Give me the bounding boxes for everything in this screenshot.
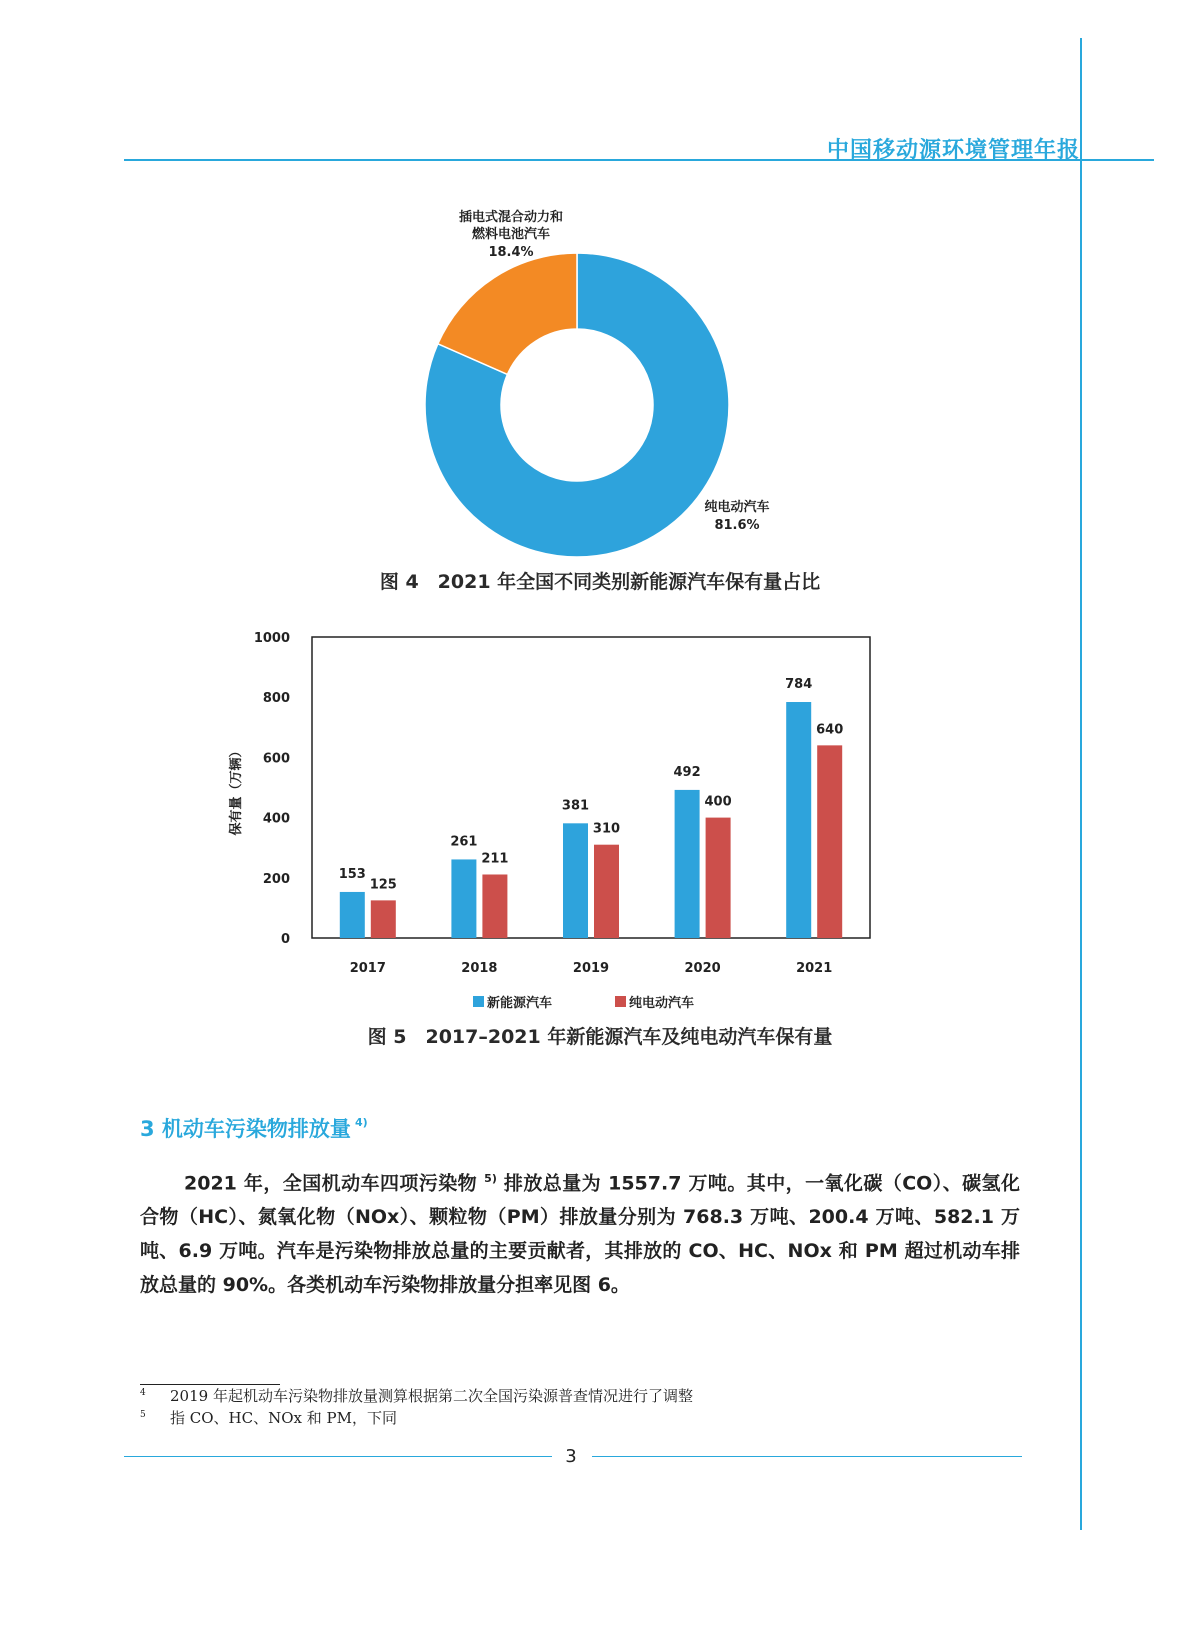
legend-swatch [473, 996, 484, 1007]
paragraph-part1: 2021 年，全国机动车四项污染物 [184, 1172, 485, 1195]
right-margin-rule [1080, 38, 1082, 1530]
y-tick-label: 800 [262, 691, 290, 707]
bar-nev [563, 823, 588, 938]
x-tick-label: 2020 [684, 961, 721, 976]
y-tick-label: 600 [262, 751, 290, 767]
figure4-caption: 图 4 2021 年全国不同类别新能源汽车保有量占比 [379, 571, 821, 593]
page-number: 3 [565, 1446, 577, 1467]
y-tick-label: 200 [262, 871, 290, 887]
bar-legend [473, 995, 694, 1011]
bar-value-label: 211 [481, 851, 509, 867]
section-heading-note: 4) [354, 1116, 368, 1129]
footnote-5 [140, 1407, 397, 1428]
bar-bev [817, 745, 842, 938]
y-tick-label: 400 [262, 811, 290, 827]
footnote-4 [140, 1385, 693, 1406]
x-tick-label: 2018 [461, 961, 498, 976]
section-paragraph [140, 1162, 1020, 1302]
section-heading [140, 1113, 368, 1143]
footer-rule-right [592, 1456, 1022, 1457]
legend-swatch [615, 996, 626, 1007]
bar-value-label: 784 [785, 677, 813, 693]
bar-bev [371, 900, 396, 938]
x-tick-label: 2021 [796, 961, 833, 976]
slice-percent-phev: 18.4% [488, 245, 534, 260]
slice-label-bev: 纯电动汽车 [704, 500, 770, 515]
bar-bev [482, 874, 507, 938]
bar-nev [340, 892, 365, 938]
bar-value-label: 381 [561, 798, 590, 814]
slice-label-phev-line1: 插电式混合动力和 [458, 210, 564, 225]
x-tick-label: 2019 [572, 961, 610, 976]
bar-nev [451, 859, 476, 938]
report-title: 中国移动源环境管理年报 [826, 138, 1080, 163]
footnote-5-text: 指 CO、HC、NOx 和 PM，下同 [170, 1409, 397, 1427]
bar-value-label: 492 [673, 764, 701, 780]
paragraph-part2: 排放总量为 1557.7 万吨。其中，一氧化碳（CO）、碳氢化合物（HC）、氮氧化物（NOx）、颗粒物（PM）排放量分别为 768.3 万吨、200.4 万吨、582.1 万吨、6.9 万吨。汽车是污染物排放总量的主要贡献者，其排放的 CO、HC、NOx 和 PM 超过机动车排放总量的 90%。各类机动车污染物排放量分担率见图 6。 [140, 1172, 1020, 1297]
bar-nev [786, 702, 811, 938]
bar-value-label: 400 [704, 794, 732, 810]
y-axis-label: 保有量（万辆） [229, 744, 244, 836]
donut-slices [425, 253, 729, 557]
bar-value-label: 153 [338, 866, 366, 882]
figure4-donut-chart [380, 195, 820, 565]
bar-bev [706, 818, 731, 938]
bar-bev [594, 845, 619, 938]
footer-rule-left [124, 1456, 552, 1457]
legend-label: 新能源汽车 [487, 996, 553, 1011]
slice-label-phev-line2: 燃料电池汽车 [471, 227, 551, 242]
y-tick-label: 0 [280, 932, 290, 947]
legend-label: 纯电动汽车 [629, 996, 695, 1011]
section-heading-text: 3 机动车污染物排放量 [140, 1117, 351, 1141]
bar-marks [339, 677, 844, 938]
bar-value-label: 125 [369, 877, 397, 893]
x-tick-label: 2017 [349, 961, 386, 976]
slice-percent-bev: 81.6% [714, 518, 760, 533]
figure5-caption: 图 5 2017–2021 年新能源汽车及纯电动汽车保有量 [367, 1026, 833, 1048]
figure5-bar-chart [200, 620, 920, 1020]
paragraph-note: 5) [484, 1172, 497, 1185]
bar-value-label: 310 [592, 821, 621, 837]
footnote-4-mark: 4 [140, 1388, 146, 1398]
y-tick-label: 1000 [253, 631, 290, 646]
bar-nev [675, 790, 700, 938]
bar-value-label: 261 [450, 834, 478, 850]
footnote-5-mark: 5 [140, 1410, 146, 1420]
footnote-4-text: 2019 年起机动车污染物排放量测算根据第二次全国污染源普查情况进行了调整 [170, 1387, 693, 1405]
bar-value-label: 640 [816, 722, 844, 738]
